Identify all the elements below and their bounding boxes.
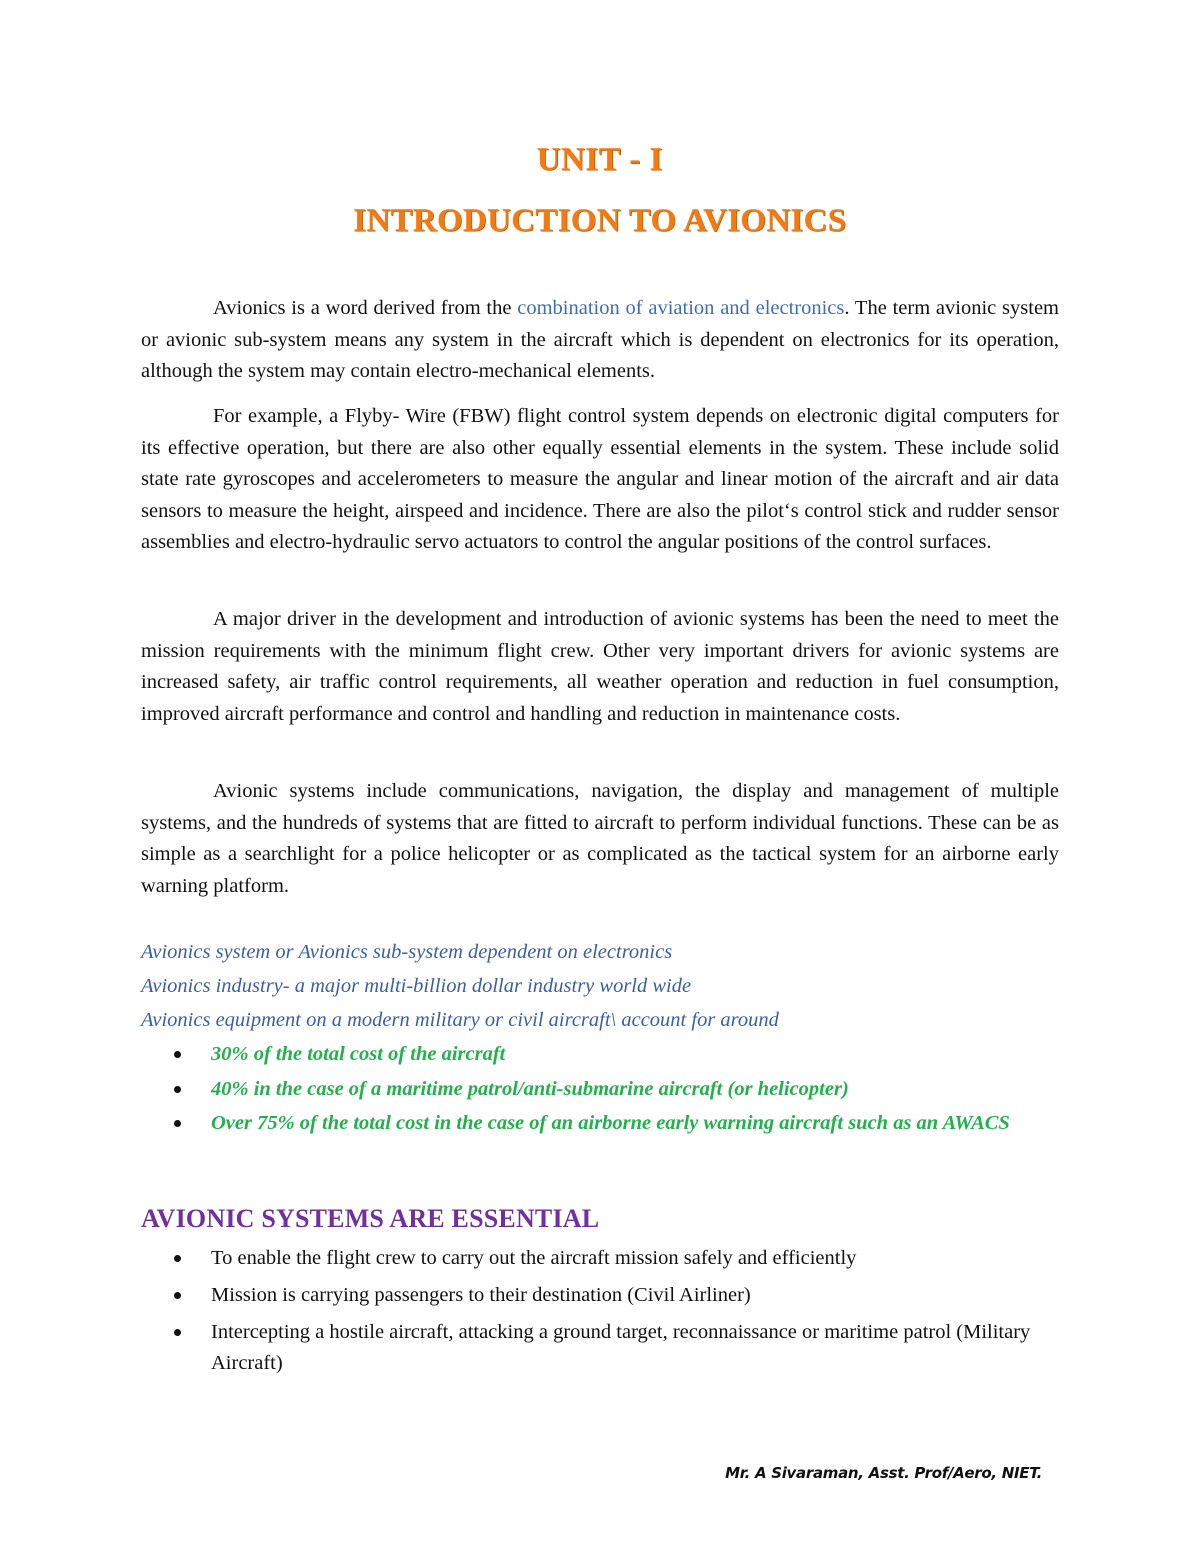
list-item [170,1074,1070,1105]
unit-heading: UNIT - I [536,142,664,178]
cost-bullet-text: Over 75% of the total cost in the case of an airborne early warning aircraft such as an AWACS [211,1112,1010,1134]
paragraph-definition-end: . The term avionic system or avionic sub-system means any system in the aircraft which is dependent on electronics for its operation, although the system may contain electro-mechanical elements. [141,297,1060,382]
paragraph-definition-start: Avionics is a word derived from the [213,297,518,319]
paragraph-drivers [141,604,1059,730]
essential-bullet-list [170,1243,1070,1274]
list-item [170,1280,1070,1311]
bullet-icon [174,1120,181,1127]
list-item [170,1317,1070,1379]
essential-bullet-text: Intercepting a hostile aircraft, attacking a ground target, reconnaissance or maritime patrol (Military Aircraft) [211,1321,1031,1374]
bullet-icon [174,1292,181,1299]
footer-credit: Mr. A Sivaraman, Asst. Prof/Aero, NIET. [725,1464,1042,1482]
page-title: INTRODUCTION TO AVIONICS [353,203,847,239]
paragraph-system-types-text: Avionic systems include communications, navigation, the display and management of multiple systems, and the hundreds of systems that are fitted to aircraft to perform individual functions. These can be as simple as a searchlight for a police helicopter or as complicated as the tactical system for an airborne early warning platform. [141,780,1059,897]
bullet-icon [174,1051,181,1058]
section-heading: AVIONIC SYSTEMS ARE ESSENTIAL [141,1204,600,1233]
bullet-icon [174,1329,181,1336]
highlighted-phrase: combination of aviation and electronics [517,297,845,319]
list-item [170,1039,1070,1070]
cost-bullet-list [170,1108,1070,1139]
italic-line: Avionics industry- a major multi-billion dollar industry world wide [141,975,692,997]
cost-bullet-text: 40% in the case of a maritime patrol/anti-submarine aircraft (or helicopter) [211,1078,849,1100]
paragraph-fbw-text: For example, a Flyby- Wire (FBW) flight control system depends on electronic digital computers for its effective operation, but there are also other equally essential elements in the system. These include solid state rate gyroscopes and accelerometers to measure the angular and linear motion of the aircraft and air data sensors to measure the height, airspeed and incidence. There are also the pilot‘s control stick and rudder sensor assemblies and electro-hydraulic servo actuators to control the angular positions of the control surfaces. [141,405,1059,553]
essential-bullet-list [170,1317,1070,1379]
cost-bullet-list [170,1039,1070,1070]
essential-bullet-text: Mission is carrying passengers to their destination (Civil Airliner) [211,1284,751,1306]
bullet-icon [174,1255,181,1262]
list-item [170,1108,1070,1139]
italic-line: Avionics system or Avionics sub-system dependent on electronics [141,941,673,963]
cost-bullet-list [170,1074,1070,1105]
list-item [170,1243,1070,1274]
paragraph-system-types [141,776,1059,902]
bullet-icon [174,1086,181,1093]
paragraph-fbw-example [141,401,1059,559]
essential-bullet-list [170,1280,1070,1311]
paragraph-drivers-text: A major driver in the development and introduction of avionic systems has been the need to meet the mission requirements with the minimum flight crew. Other very important drivers for avionic systems are increased safety, air traffic control requirements, all weather operation and reduction in fuel consumption, improved aircraft performance and control and handling and reduction in maintenance costs. [141,608,1059,725]
italic-line: Avionics equipment on a modern military or civil aircraft\ account for around [141,1009,779,1031]
cost-bullet-text: 30% of the total cost of the aircraft [211,1043,506,1065]
paragraph-definition [141,293,1059,388]
essential-bullet-text: To enable the flight crew to carry out the aircraft mission safely and efficiently [211,1247,857,1269]
